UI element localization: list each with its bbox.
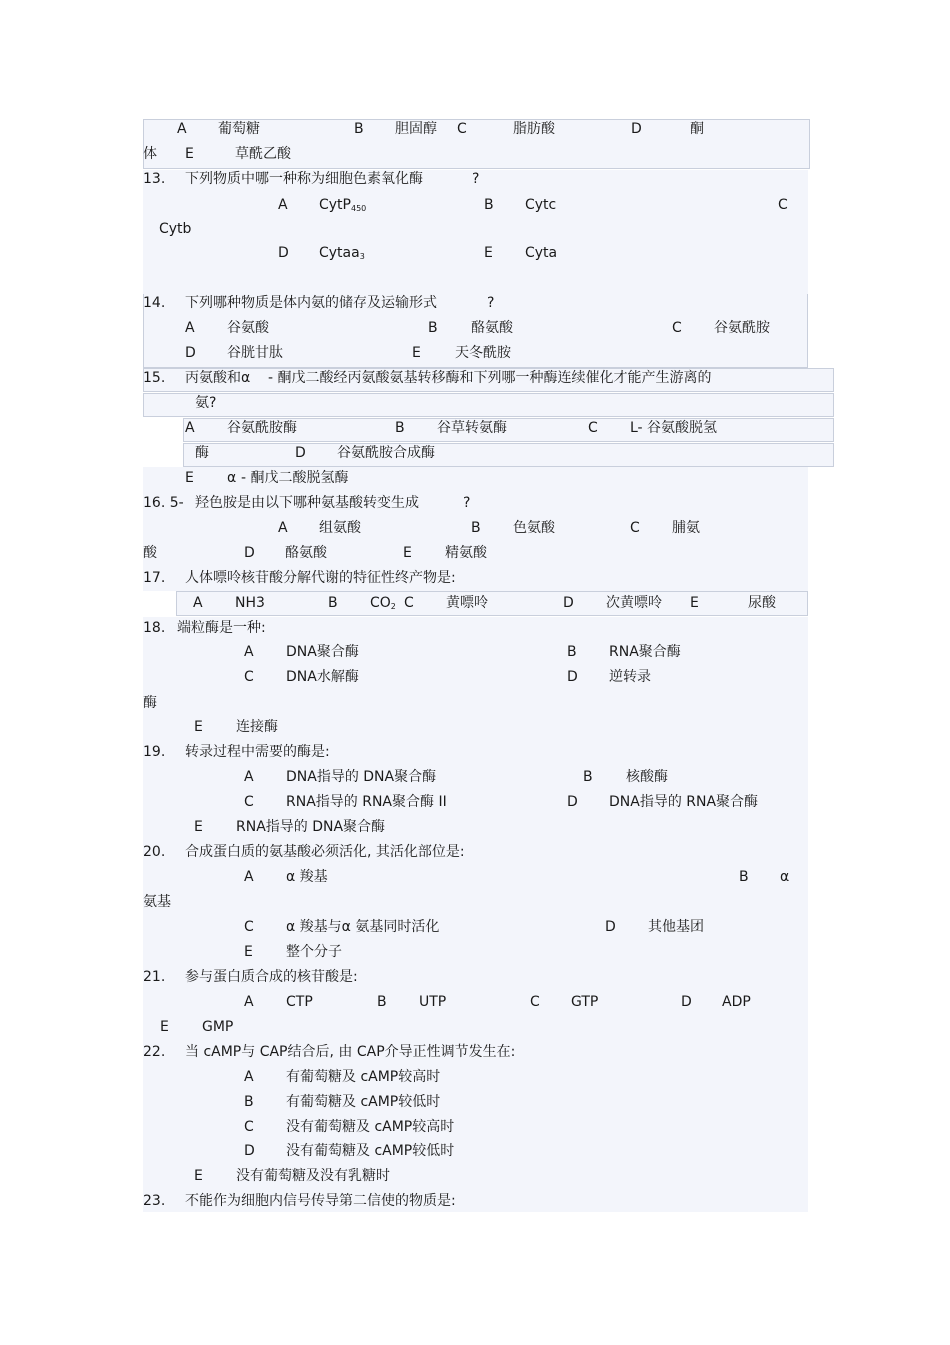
q19-option-b-letter: B bbox=[583, 769, 593, 785]
q16-option-c-letter: C bbox=[630, 520, 640, 536]
q14-qmark: ? bbox=[487, 295, 495, 311]
block-q15-line2 bbox=[143, 393, 834, 417]
q22-option-d: 没有葡萄糖及 cAMP较低时 bbox=[286, 1143, 455, 1159]
q13-option-a-text: CytP bbox=[319, 197, 351, 213]
block-q17-options bbox=[176, 591, 808, 616]
q12-option-d-part2: 体 bbox=[143, 146, 157, 162]
q18-option-c: DNA水解酶 bbox=[286, 669, 359, 685]
q13-option-a-letter: A bbox=[278, 197, 288, 213]
q18-option-d-letter: D bbox=[567, 669, 578, 685]
q22-option-a: 有葡萄糖及 cAMP较高时 bbox=[286, 1069, 441, 1085]
q17-option-e-letter: E bbox=[690, 595, 699, 611]
block-q13 bbox=[143, 170, 808, 294]
q23-number: 23. bbox=[143, 1193, 166, 1209]
q13-option-d bbox=[319, 244, 365, 264]
q12-option-e-letter: E bbox=[185, 146, 194, 162]
q22-option-b: 有葡萄糖及 cAMP较低时 bbox=[286, 1094, 441, 1110]
q13-option-e: Cyta bbox=[525, 245, 558, 261]
q20-option-e: 整个分子 bbox=[286, 944, 342, 960]
q22-option-b-letter: B bbox=[244, 1094, 254, 1110]
q21-text: 参与蛋白质合成的核苷酸是: bbox=[185, 969, 358, 985]
q13-option-a bbox=[319, 196, 366, 216]
block-q15-line4 bbox=[183, 443, 834, 467]
q17-option-b-sub: 2 bbox=[390, 602, 396, 611]
q13-option-d-letter: D bbox=[278, 245, 289, 261]
q20-option-a-letter: A bbox=[244, 869, 254, 885]
q16-option-d: 酪氨酸 bbox=[285, 545, 327, 561]
q22-text: 当 cAMP与 CAP结合后, 由 CAP介导正性调节发生在: bbox=[185, 1044, 516, 1060]
q21-option-e: GMP bbox=[202, 1019, 234, 1035]
q18-option-e-letter: E bbox=[194, 719, 203, 735]
q12-option-b-letter: B bbox=[354, 121, 364, 137]
q20-option-e-letter: E bbox=[244, 944, 253, 960]
q13-option-c: Cytb bbox=[159, 221, 192, 237]
q18-option-d-part1: 逆转录 bbox=[609, 669, 651, 685]
q19-option-a: DNA指导的 DNA聚合酶 bbox=[286, 769, 437, 785]
q14-text: 下列哪种物质是体内氨的储存及运输形式 bbox=[185, 295, 437, 311]
q20-option-d-letter: D bbox=[605, 919, 616, 935]
q16-option-a-letter: A bbox=[278, 520, 288, 536]
q18-option-a: DNA聚合酶 bbox=[286, 644, 359, 660]
q19-option-d-letter: D bbox=[567, 794, 578, 810]
q22-option-c: 没有葡萄糖及 cAMP较高时 bbox=[286, 1119, 455, 1135]
q21-option-d: ADP bbox=[722, 994, 751, 1010]
q13-option-e-letter: E bbox=[484, 245, 493, 261]
q15-option-c-letter: C bbox=[588, 420, 598, 436]
q15-option-c-part2: 酶 bbox=[195, 445, 209, 461]
q14-option-a-letter: A bbox=[185, 320, 195, 336]
q19-option-e-letter: E bbox=[194, 819, 203, 835]
q20-option-a: α 羧基 bbox=[286, 869, 328, 885]
q21-option-a: CTP bbox=[286, 994, 313, 1010]
q18-number: 18. bbox=[143, 620, 166, 636]
q21-option-d-letter: D bbox=[681, 994, 692, 1010]
q16-option-e: 精氨酸 bbox=[445, 545, 487, 561]
q12-option-e: 草酰乙酸 bbox=[235, 146, 291, 162]
q12-option-c: 脂肪酸 bbox=[513, 121, 555, 137]
q16-option-b: 色氨酸 bbox=[513, 520, 555, 536]
q20-option-b-letter: B bbox=[739, 869, 749, 885]
q20-option-b-part2: 氨基 bbox=[143, 894, 171, 910]
q12-option-a: 葡萄糖 bbox=[218, 121, 260, 137]
q13-number: 13. bbox=[143, 171, 166, 187]
q18-option-b: RNA聚合酶 bbox=[609, 644, 681, 660]
q17-option-d-letter: D bbox=[563, 595, 574, 611]
q18-option-a-letter: A bbox=[244, 644, 254, 660]
q18-option-e: 连接酶 bbox=[236, 719, 278, 735]
q15-number: 15. bbox=[143, 370, 166, 386]
q18-option-d-part2: 酶 bbox=[143, 695, 157, 711]
q16-option-a: 组氨酸 bbox=[319, 520, 361, 536]
q17-option-c: 黄嘌呤 bbox=[446, 595, 488, 611]
q19-option-b: 核酸酶 bbox=[626, 769, 668, 785]
q17-text: 人体嘌呤核苷酸分解代谢的特征性终产物是: bbox=[185, 570, 456, 586]
q19-option-e: RNA指导的 DNA聚合酶 bbox=[236, 819, 386, 835]
q21-option-c-letter: C bbox=[530, 994, 540, 1010]
q14-number: 14. bbox=[143, 295, 166, 311]
q16-option-d-letter: D bbox=[244, 545, 255, 561]
q13-option-d-sub: 3 bbox=[359, 252, 365, 261]
q17-option-a: NH3 bbox=[235, 595, 265, 611]
q19-text: 转录过程中需要的酶是: bbox=[185, 744, 330, 760]
q12-option-b: 胆固醇 bbox=[395, 121, 437, 137]
q15-option-e-alpha: α bbox=[227, 470, 237, 486]
q15-option-d-letter: D bbox=[295, 445, 306, 461]
q15-option-e-letter: E bbox=[185, 470, 194, 486]
q15-text-part2: - 酮戊二酸经丙氨酸氨基转移酶和下列哪一种酶连续催化才能产生游离的 bbox=[268, 370, 712, 386]
q21-option-b-letter: B bbox=[377, 994, 387, 1010]
q13-option-d-text: Cytaa bbox=[319, 245, 360, 261]
q19-option-d: DNA指导的 RNA聚合酶 bbox=[609, 794, 759, 810]
q20-option-c: α 羧基与α 氨基同时活化 bbox=[286, 919, 440, 935]
q16-option-c-part1: 脯氨 bbox=[672, 520, 700, 536]
q12-option-c-letter: C bbox=[457, 121, 467, 137]
q21-option-b: UTP bbox=[419, 994, 447, 1010]
q16-text: 羟色胺是由以下哪种氨基酸转变生成 bbox=[195, 495, 419, 511]
q15-option-c-part1: L- 谷氨酸脱氢 bbox=[630, 420, 718, 436]
q19-option-a-letter: A bbox=[244, 769, 254, 785]
q14-option-c-letter: C bbox=[672, 320, 682, 336]
q15-option-d: 谷氨酰胺合成酶 bbox=[337, 445, 435, 461]
q20-text: 合成蛋白质的氨基酸必须活化, 其活化部位是: bbox=[185, 844, 465, 860]
q14-option-a: 谷氨酸 bbox=[227, 320, 269, 336]
q14-option-d: 谷胱甘肽 bbox=[227, 345, 283, 361]
q15-option-a: 谷氨酰胺酶 bbox=[227, 420, 297, 436]
q18-text: 端粒酶是一种: bbox=[177, 620, 266, 636]
q22-option-e: 没有葡萄糖及没有乳糖时 bbox=[236, 1168, 390, 1184]
q22-option-c-letter: C bbox=[244, 1119, 254, 1135]
q15-option-b-letter: B bbox=[395, 420, 405, 436]
q17-option-b bbox=[370, 594, 396, 614]
q17-option-c-letter: C bbox=[404, 595, 414, 611]
q14-option-b-letter: B bbox=[428, 320, 438, 336]
q12-option-a-letter: A bbox=[177, 121, 187, 137]
q15-option-e: - 酮戊二酸脱氢酶 bbox=[241, 470, 349, 486]
q18-option-b-letter: B bbox=[567, 644, 577, 660]
q12-option-d-part1: 酮 bbox=[690, 121, 704, 137]
q15-option-a-letter: A bbox=[185, 420, 195, 436]
q21-option-c: GTP bbox=[571, 994, 599, 1010]
q19-option-c-letter: C bbox=[244, 794, 254, 810]
q20-number: 20. bbox=[143, 844, 166, 860]
q13-text: 下列物质中哪一种称为细胞色素氧化酶 bbox=[185, 171, 423, 187]
q22-number: 22. bbox=[143, 1044, 166, 1060]
q14-option-e-letter: E bbox=[412, 345, 421, 361]
q14-option-d-letter: D bbox=[185, 345, 196, 361]
q17-option-d: 次黄嘌呤 bbox=[606, 595, 662, 611]
q20-option-d: 其他基团 bbox=[648, 919, 704, 935]
q21-option-e-letter: E bbox=[160, 1019, 169, 1035]
q18-option-c-letter: C bbox=[244, 669, 254, 685]
q17-option-b-letter: B bbox=[328, 595, 338, 611]
q16-option-e-letter: E bbox=[403, 545, 412, 561]
q22-option-d-letter: D bbox=[244, 1143, 255, 1159]
q16-number: 16. 5- bbox=[143, 495, 184, 511]
q16-option-b-letter: B bbox=[471, 520, 481, 536]
q20-option-b-part1: α bbox=[780, 869, 790, 885]
q13-option-a-sub: 450 bbox=[351, 204, 367, 213]
q14-option-c: 谷氨酰胺 bbox=[714, 320, 770, 336]
q12-option-d-letter: D bbox=[631, 121, 642, 137]
q17-option-b-text: CO bbox=[370, 595, 391, 611]
q14-option-b: 酪氨酸 bbox=[471, 320, 513, 336]
q22-option-e-letter: E bbox=[194, 1168, 203, 1184]
q15-text-part3: 氨? bbox=[195, 395, 217, 411]
q23-text: 不能作为细胞内信号传导第二信使的物质是: bbox=[185, 1193, 456, 1209]
q15-option-b: 谷草转氨酶 bbox=[437, 420, 507, 436]
q13-option-b: Cytc bbox=[525, 197, 557, 213]
q17-number: 17. bbox=[143, 570, 166, 586]
q16-option-c-part2: 酸 bbox=[143, 545, 157, 561]
q16-qmark: ? bbox=[463, 495, 471, 511]
q17-option-e: 尿酸 bbox=[748, 595, 776, 611]
q13-option-c-letter: C bbox=[778, 197, 788, 213]
q22-option-a-letter: A bbox=[244, 1069, 254, 1085]
q13-qmark: ? bbox=[472, 171, 480, 187]
q19-option-c: RNA指导的 RNA聚合酶 II bbox=[286, 794, 447, 810]
q17-option-a-letter: A bbox=[193, 595, 203, 611]
q21-number: 21. bbox=[143, 969, 166, 985]
q21-option-a-letter: A bbox=[244, 994, 254, 1010]
block-q18-23 bbox=[143, 617, 808, 1212]
q13-option-b-letter: B bbox=[484, 197, 494, 213]
q15-text-part1: 丙氨酸和α bbox=[185, 370, 251, 386]
q20-option-c-letter: C bbox=[244, 919, 254, 935]
q14-option-e: 天冬酰胺 bbox=[455, 345, 511, 361]
q19-number: 19. bbox=[143, 744, 166, 760]
